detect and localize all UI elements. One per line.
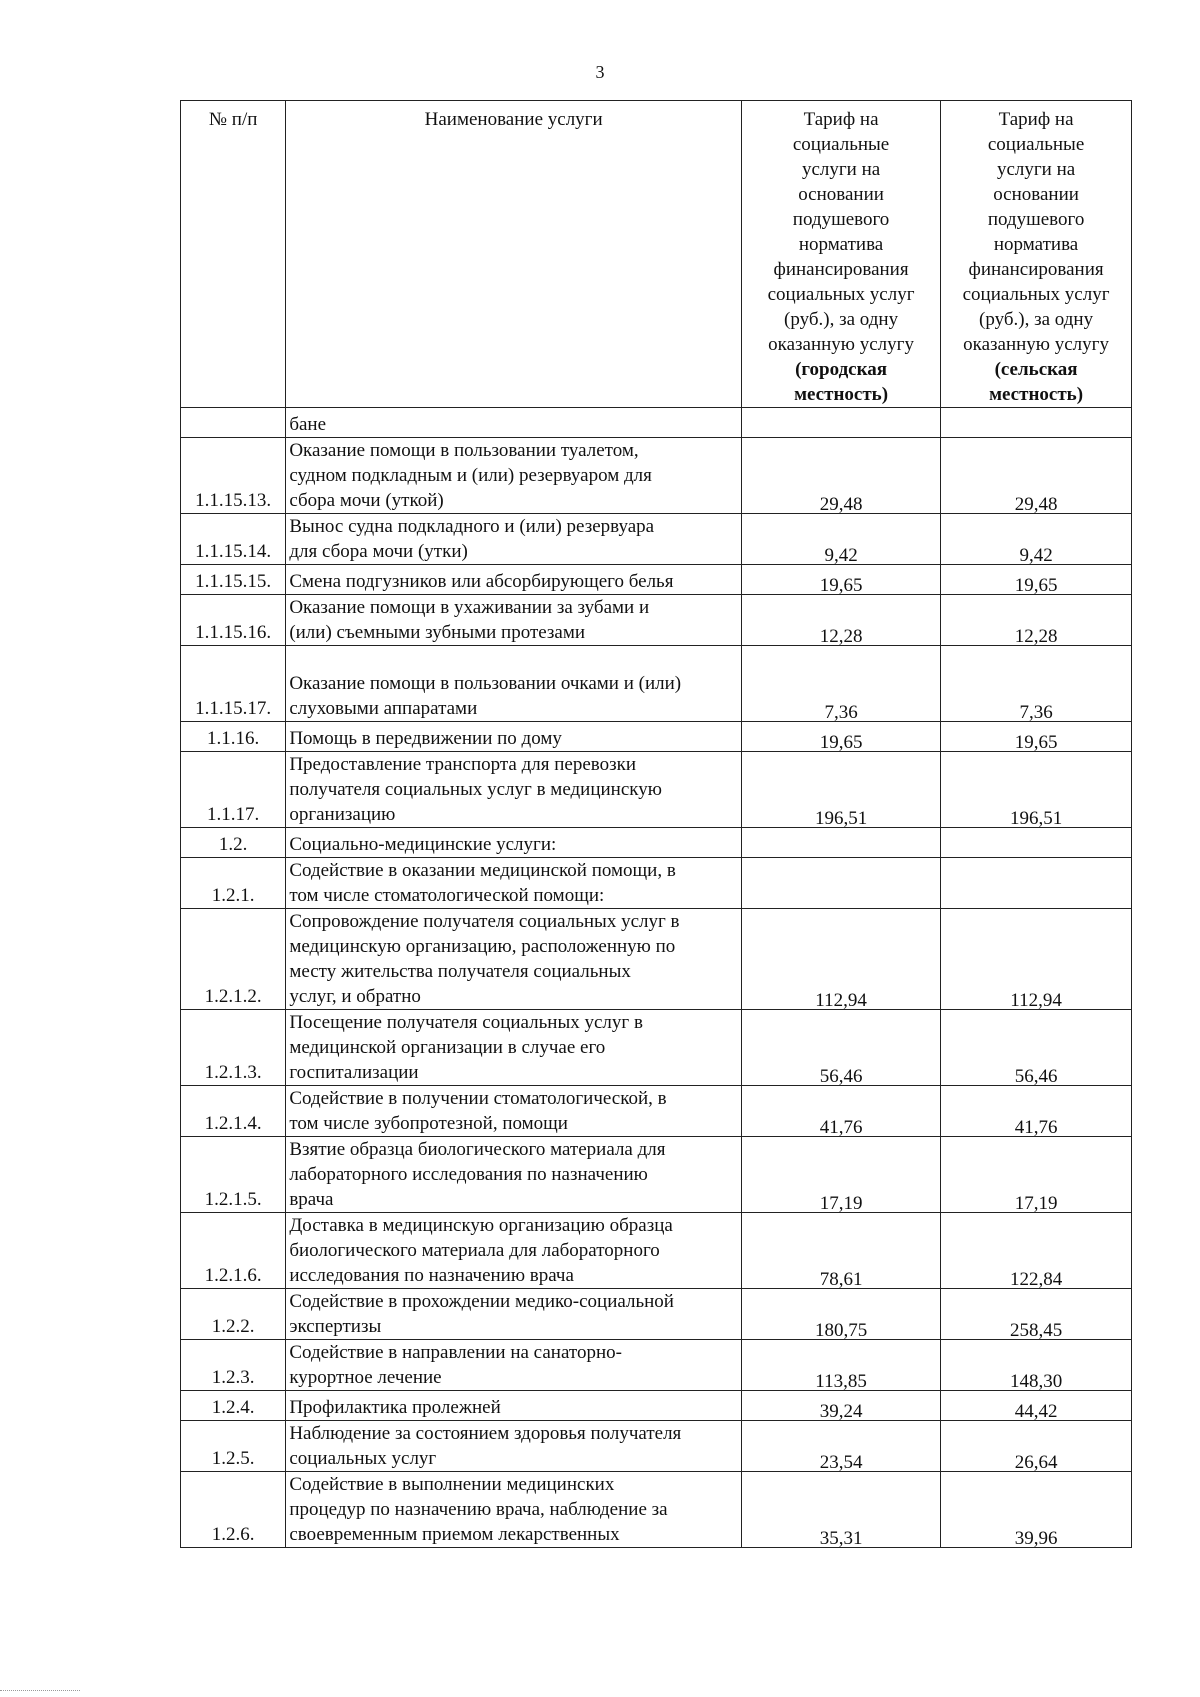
row-number-cell: [181, 1340, 286, 1391]
service-name: Содействие в оказании медицинской помощи, в том числе стоматологической помощи:: [289, 860, 676, 906]
rural-tariff: 39,96: [1014, 1528, 1058, 1549]
rural-tariff: 56,46: [1014, 1066, 1058, 1087]
service-name: Помощь в передвижении по дому: [289, 728, 562, 749]
urban-tariff-cell: [741, 909, 940, 1010]
service-name-cell: [286, 909, 742, 1010]
rural-tariff-cell: [941, 858, 1132, 909]
service-name-cell: [286, 1391, 742, 1421]
rural-tariff-cell: [941, 1340, 1132, 1391]
table-row: [181, 858, 1132, 909]
service-name: Содействие в получении стоматологической, в том числе зубопротезной, помощи: [289, 1088, 667, 1134]
table-row: [181, 646, 1132, 722]
row-number: 1.2.3.: [211, 1367, 255, 1388]
header-urban-tariff: [741, 101, 940, 408]
service-name-cell: [286, 438, 742, 514]
urban-tariff-cell: [741, 1137, 940, 1213]
header-urban-text: Тариф на социальные услуги на основании подушевого норматива финансирования социальных услуг (руб.), за одну оказанную услугу: [767, 109, 915, 355]
rural-tariff: 196,51: [1009, 808, 1063, 829]
rural-tariff-cell: [941, 1472, 1132, 1548]
row-number-cell: [181, 514, 286, 565]
table-row: [181, 909, 1132, 1010]
row-number: 1.1.17.: [207, 804, 260, 825]
header-urban-area: (городская местность): [794, 359, 889, 405]
header-rural-text: Тариф на социальные услуги на основании подушевого норматива финансирования социальных услуг (руб.), за одну оказанную услугу: [962, 109, 1110, 355]
row-number-cell: [181, 1289, 286, 1340]
rural-tariff-cell: [941, 514, 1132, 565]
table-row: [181, 1472, 1132, 1548]
rural-tariff-cell: [941, 909, 1132, 1010]
row-number-cell: [181, 646, 286, 722]
urban-tariff-cell: [741, 1472, 940, 1548]
service-name-cell: [286, 858, 742, 909]
rural-tariff: 41,76: [1014, 1117, 1058, 1138]
header-name: [286, 101, 742, 408]
service-name: бане: [289, 414, 327, 435]
rural-tariff: 19,65: [1014, 732, 1058, 753]
row-number-cell: [181, 1421, 286, 1472]
urban-tariff: 56,46: [819, 1066, 863, 1087]
table-row: [181, 722, 1132, 752]
service-name-cell: [286, 1421, 742, 1472]
service-name-cell: [286, 565, 742, 595]
rural-tariff: 17,19: [1014, 1193, 1058, 1214]
table-row: [181, 1340, 1132, 1391]
urban-tariff-cell: [741, 1340, 940, 1391]
rural-tariff-cell: [941, 438, 1132, 514]
rural-tariff: 112,94: [1010, 990, 1062, 1011]
row-number: 1.2.: [218, 834, 248, 855]
urban-tariff: 29,48: [819, 494, 863, 515]
urban-tariff: 7,36: [824, 702, 858, 723]
urban-tariff: 78,61: [819, 1269, 863, 1290]
rural-tariff: 44,42: [1014, 1401, 1058, 1422]
row-number-cell: [181, 565, 286, 595]
service-name-cell: [286, 1010, 742, 1086]
service-name: Профилактика пролежней: [289, 1397, 501, 1418]
rural-tariff-cell: [941, 752, 1132, 828]
urban-tariff: 113,85: [815, 1371, 867, 1392]
rural-tariff: 7,36: [1019, 702, 1053, 723]
rural-tariff-cell: [941, 595, 1132, 646]
rural-tariff: 29,48: [1014, 494, 1058, 515]
rural-tariff-cell: [941, 1086, 1132, 1137]
row-number-cell: [181, 858, 286, 909]
row-number: 1.2.4.: [211, 1397, 255, 1418]
header-rural-tariff: [941, 101, 1132, 408]
row-number: 1.1.16.: [207, 728, 260, 749]
urban-tariff-cell: [741, 1010, 940, 1086]
service-name: Наблюдение за состоянием здоровья получателя социальных услуг: [289, 1423, 682, 1469]
urban-tariff-cell: [741, 1086, 940, 1137]
row-number-cell: [181, 438, 286, 514]
urban-tariff-cell: [741, 646, 940, 722]
urban-tariff: 12,28: [819, 626, 863, 647]
urban-tariff-cell: [741, 828, 940, 858]
urban-tariff-cell: [741, 1391, 940, 1421]
service-name-cell: [286, 1472, 742, 1548]
rural-tariff: 148,30: [1009, 1371, 1063, 1392]
row-number-cell: [181, 828, 286, 858]
table-row: [181, 752, 1132, 828]
row-number: 1.1.15.17.: [195, 698, 272, 719]
urban-tariff-cell: [741, 1289, 940, 1340]
rural-tariff-cell: [941, 828, 1132, 858]
service-name-cell: [286, 1086, 742, 1137]
table-row: [181, 1421, 1132, 1472]
service-name-cell: [286, 1137, 742, 1213]
rural-tariff: 26,64: [1014, 1452, 1058, 1473]
table-row: [181, 1137, 1132, 1213]
rural-tariff-cell: [941, 1213, 1132, 1289]
rural-tariff: 122,84: [1009, 1269, 1063, 1290]
row-number: 1.2.1.6.: [204, 1265, 262, 1286]
table-row: [181, 595, 1132, 646]
row-number: 1.2.1.: [211, 885, 255, 906]
table-row: [181, 408, 1132, 438]
rural-tariff-cell: [941, 1391, 1132, 1421]
rural-tariff-cell: [941, 1421, 1132, 1472]
rural-tariff: 258,45: [1009, 1320, 1063, 1341]
table-row: [181, 514, 1132, 565]
table-row: [181, 1213, 1132, 1289]
service-name: Вынос судна подкладного и (или) резервуара для сбора мочи (утки): [289, 516, 655, 562]
service-name-cell: [286, 1213, 742, 1289]
row-number: 1.2.6.: [211, 1524, 255, 1545]
row-number: 1.1.15.14.: [195, 541, 272, 562]
row-number-cell: [181, 1391, 286, 1421]
urban-tariff: 180,75: [814, 1320, 868, 1341]
urban-tariff: 39,24: [819, 1401, 863, 1422]
header-row: [181, 101, 1132, 408]
urban-tariff: 17,19: [819, 1193, 863, 1214]
row-number: 1.2.1.2.: [204, 986, 262, 1007]
service-name-cell: [286, 646, 742, 722]
urban-tariff-cell: [741, 514, 940, 565]
rural-tariff-cell: [941, 722, 1132, 752]
table-row: [181, 1086, 1132, 1137]
page-number: 3: [595, 62, 605, 82]
urban-tariff: 19,65: [819, 575, 863, 596]
service-name: Содействие в прохождении медико-социальной экспертизы: [289, 1291, 674, 1337]
rural-tariff-cell: [941, 646, 1132, 722]
service-name-cell: [286, 752, 742, 828]
urban-tariff: 41,76: [819, 1117, 863, 1138]
service-name: Оказание помощи в пользовании очками и (или) слуховыми аппаратами: [289, 673, 682, 719]
urban-tariff: 23,54: [819, 1452, 863, 1473]
row-number-cell: [181, 752, 286, 828]
table-row: [181, 828, 1132, 858]
row-number-cell: [181, 1213, 286, 1289]
service-name-cell: [286, 828, 742, 858]
row-number-cell: [181, 408, 286, 438]
table-row: [181, 1010, 1132, 1086]
urban-tariff: 196,51: [814, 808, 868, 829]
service-name-cell: [286, 722, 742, 752]
row-number-cell: [181, 1086, 286, 1137]
table-row: [181, 438, 1132, 514]
row-number: 1.2.1.4.: [204, 1113, 262, 1134]
service-name: Посещение получателя социальных услуг в медицинской организации в случае его госпитализации: [289, 1012, 643, 1083]
rural-tariff-cell: [941, 1010, 1132, 1086]
header-num: [181, 101, 286, 408]
urban-tariff: 35,31: [819, 1528, 863, 1549]
table-row: [181, 565, 1132, 595]
rural-tariff: 12,28: [1014, 626, 1058, 647]
rural-tariff-cell: [941, 408, 1132, 438]
table-row: [181, 1289, 1132, 1340]
service-name: Предоставление транспорта для перевозки получателя социальных услуг в медицинскую организацию: [289, 754, 662, 825]
urban-tariff-cell: [741, 752, 940, 828]
rural-tariff-cell: [941, 1289, 1132, 1340]
service-name: Взятие образца биологического материала для лабораторного исследования по назначению врача: [289, 1139, 666, 1210]
urban-tariff: 112,94: [815, 990, 867, 1011]
table-row: [181, 1391, 1132, 1421]
row-number: 1.1.15.15.: [195, 571, 272, 592]
row-number-cell: [181, 1010, 286, 1086]
header-rural-area: (сельская местность): [989, 359, 1084, 405]
service-name-cell: [286, 408, 742, 438]
row-number: 1.2.1.5.: [204, 1189, 262, 1210]
row-number-cell: [181, 1472, 286, 1548]
service-name: Смена подгузников или абсорбирующего белья: [289, 571, 674, 592]
rural-tariff-cell: [941, 565, 1132, 595]
service-name: Содействие в направлении на санаторно- курортное лечение: [289, 1342, 622, 1388]
service-name: Сопровождение получателя социальных услуг в медицинскую организацию, расположенную по месту жительства получателя социальных услуг, и обратно: [289, 911, 680, 1007]
header-num-text: № п/п: [208, 109, 258, 130]
rural-tariff-cell: [941, 1137, 1132, 1213]
row-number: 1.2.1.3.: [204, 1062, 262, 1083]
service-name: Социально-медицинские услуги:: [289, 834, 557, 855]
service-name: Доставка в медицинскую организацию образца биологического материала для лабораторного исследования по назначению врача: [289, 1215, 673, 1286]
urban-tariff-cell: [741, 408, 940, 438]
service-name: Оказание помощи в ухаживании за зубами и (или) съемными зубными протезами: [289, 597, 650, 643]
service-name: Содействие в выполнении медицинских процедур по назначению врача, наблюдение за своевременным приемом лекарственных: [289, 1474, 668, 1545]
urban-tariff-cell: [741, 722, 940, 752]
service-name: Оказание помощи в пользовании туалетом, судном подкладным и (или) резервуаром для сбора мочи (уткой): [289, 440, 652, 511]
urban-tariff: 19,65: [819, 732, 863, 753]
rural-tariff: 19,65: [1014, 575, 1058, 596]
urban-tariff-cell: [741, 595, 940, 646]
urban-tariff-cell: [741, 438, 940, 514]
tariff-table: [180, 100, 1132, 1548]
header-name-text: Наименование услуги: [424, 109, 603, 130]
rural-tariff: 9,42: [1019, 545, 1053, 566]
row-number: 1.2.5.: [211, 1448, 255, 1469]
row-number-cell: [181, 722, 286, 752]
row-number-cell: [181, 595, 286, 646]
row-number: 1.2.2.: [211, 1316, 255, 1337]
service-name-cell: [286, 1289, 742, 1340]
urban-tariff-cell: [741, 565, 940, 595]
service-name-cell: [286, 514, 742, 565]
urban-tariff: 9,42: [824, 545, 858, 566]
row-number-cell: [181, 909, 286, 1010]
urban-tariff-cell: [741, 1421, 940, 1472]
scan-margin-mark: [0, 1690, 80, 1693]
service-name-cell: [286, 595, 742, 646]
row-number-cell: [181, 1137, 286, 1213]
urban-tariff-cell: [741, 1213, 940, 1289]
row-number: 1.1.15.13.: [195, 490, 272, 511]
service-name-cell: [286, 1340, 742, 1391]
urban-tariff-cell: [741, 858, 940, 909]
row-number: 1.1.15.16.: [195, 622, 272, 643]
